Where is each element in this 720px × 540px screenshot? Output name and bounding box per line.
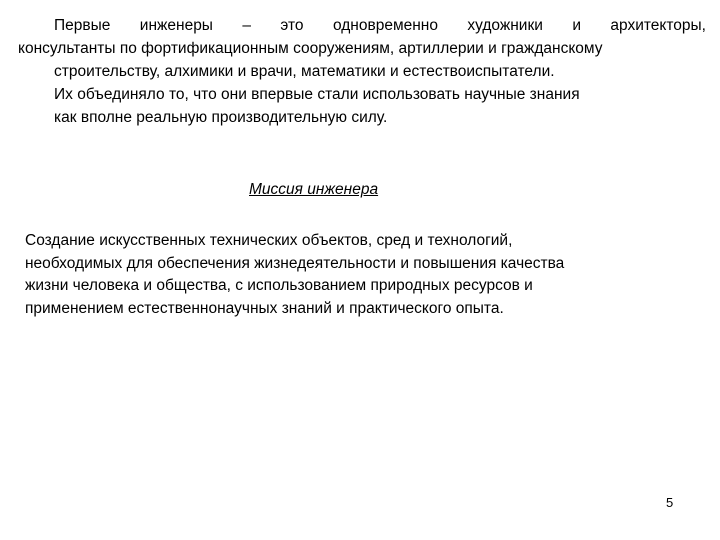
mission-paragraph (25, 230, 695, 320)
intro-line-3: строительству, алхимики и врачи, математики и естествоиспытатели. (54, 63, 555, 80)
intro-line-1: Первые инженеры – это одновременно художники и архитекторы, (54, 17, 706, 34)
intro-line-5: как вполне реальную производительную силу. (54, 109, 388, 126)
mission-line-2: необходимых для обеспечения жизнедеятельности и повышения качества (25, 254, 565, 272)
mission-line-1: Создание искусственных технических объектов, сред и технологий, (25, 232, 513, 249)
mission-line-4: применением естественнонаучных знаний и практического опыта. (25, 299, 504, 317)
intro-paragraph (18, 14, 706, 129)
mission-line-3: жизни человека и общества, с использованием природных ресурсов и (25, 277, 533, 294)
intro-line-4: Их объединяло то, что они впервые стали использовать научные знания (54, 86, 580, 103)
page-number: 5 (666, 495, 674, 510)
intro-line-2: консультанты по фортификационным сооружениям, артиллерии и гражданскому (18, 40, 603, 57)
mission-heading: Миссия инженера (249, 181, 379, 198)
